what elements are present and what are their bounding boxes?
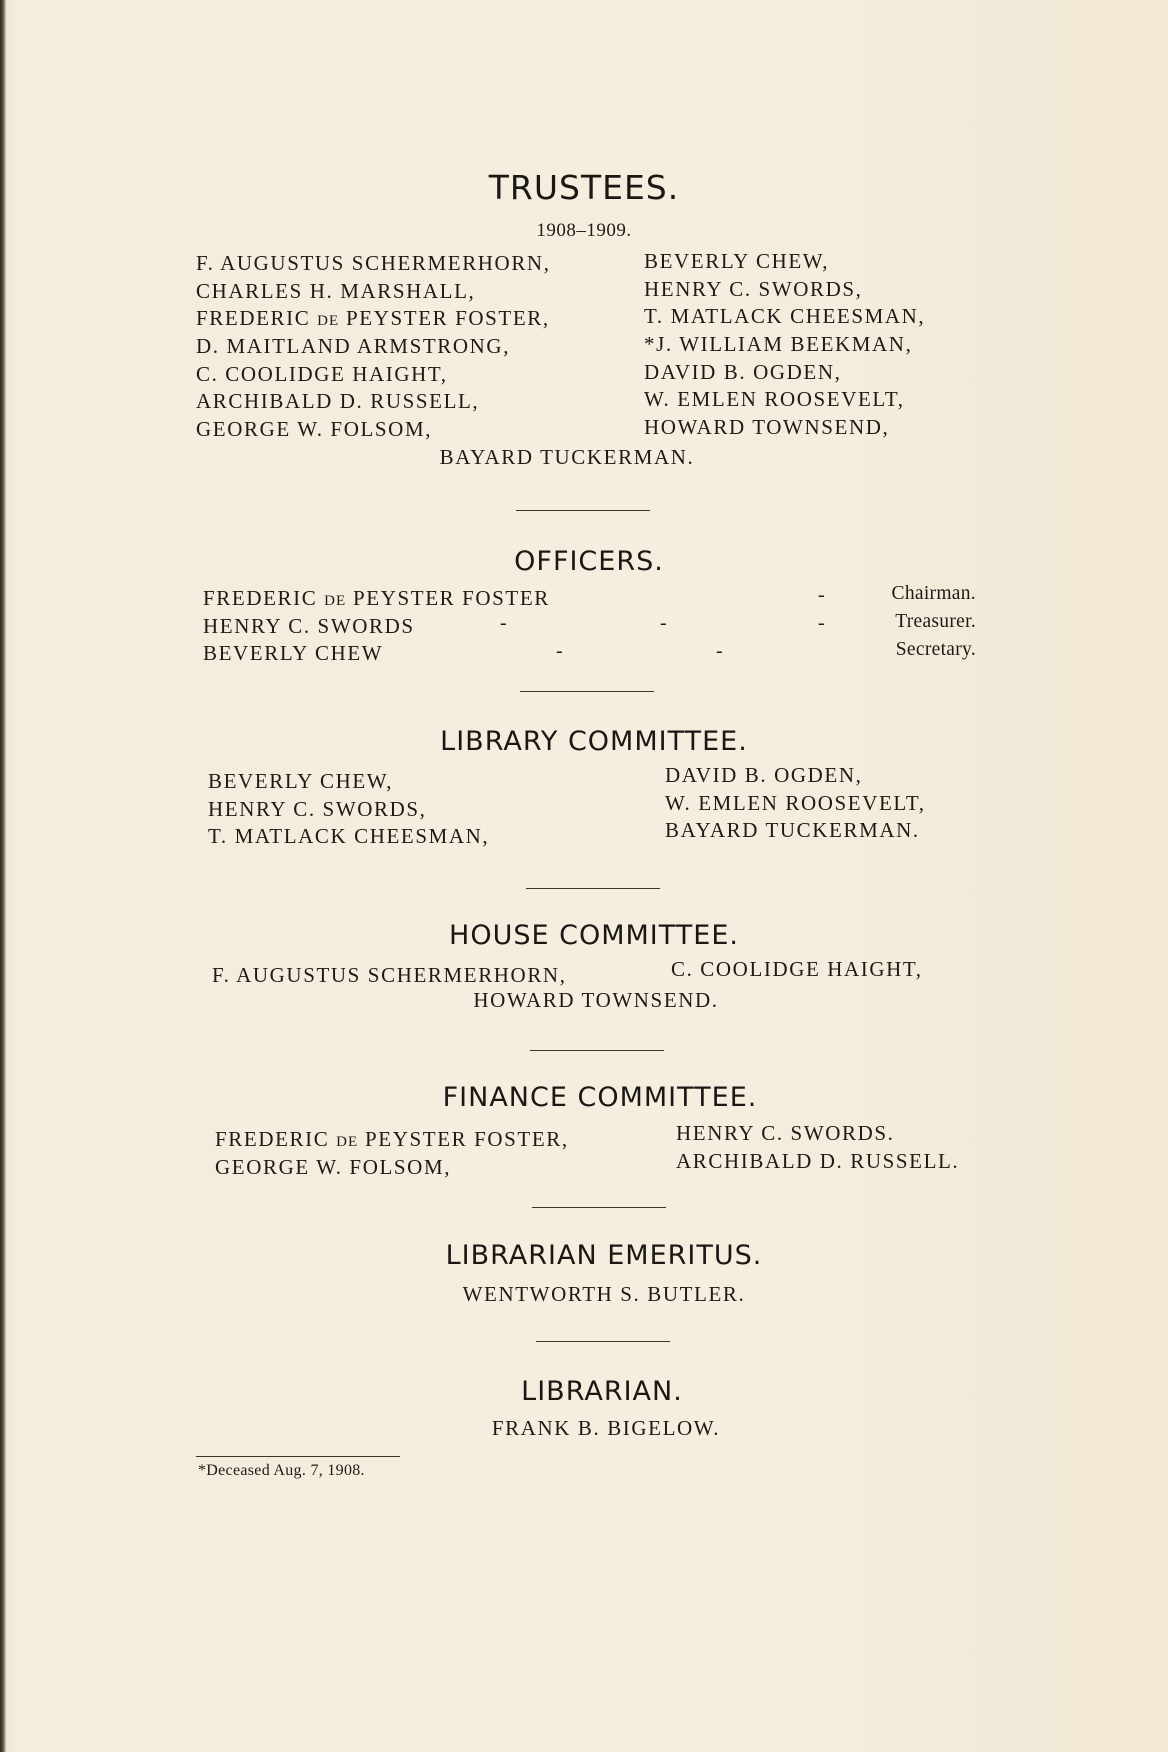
trustee-name: C. COOLIDGE HAIGHT, [196, 361, 448, 386]
section-divider [532, 1207, 666, 1208]
member-name: T. MATLACK CHEESMAN, [208, 824, 490, 849]
member-name: F. AUGUSTUS SCHERMERHORN, [212, 963, 567, 987]
library-committee-heading: LIBRARY COMMITTEE. [440, 726, 748, 757]
trustees-right-column [644, 248, 925, 442]
member-name: HENRY C. SWORDS. [676, 1121, 895, 1145]
member-name: W. EMLEN ROOSEVELT, [665, 790, 926, 815]
trustee-name: W. EMLEN ROOSEVELT, [644, 387, 905, 412]
house-committee-heading: HOUSE COMMITTEE. [449, 920, 739, 951]
section-divider [516, 510, 650, 511]
leader-dash: - [818, 612, 825, 634]
trustee-name: HOWARD TOWNSEND, [644, 415, 890, 440]
leader-dash: - [716, 640, 723, 662]
section-divider [530, 1050, 664, 1051]
section-divider [526, 888, 660, 889]
librarian-emeritus-name: WENTWORTH S. BUTLER. [462, 1282, 746, 1306]
trustee-name: *J. WILLIAM BEEKMAN, [644, 332, 913, 357]
trustee-name: HENRY C. SWORDS, [644, 276, 863, 301]
officers-heading: OFFICERS. [514, 546, 664, 577]
trustee-name: D. MAITLAND ARMSTRONG, [196, 334, 511, 359]
section-divider [536, 1341, 670, 1342]
trustee-name: BEVERLY CHEW, [644, 249, 830, 273]
member-name: HOWARD TOWNSEND. [473, 988, 719, 1012]
trustee-name: GEORGE W. FOLSOM, [196, 417, 433, 442]
officers-names [203, 585, 550, 668]
member-name: HENRY C. SWORDS, [208, 796, 427, 821]
member-name: BEVERLY CHEW, [208, 769, 394, 793]
member-name: FREDERIC DE PEYSTER FOSTER, [215, 1127, 569, 1151]
officer-name: FREDERIC DE PEYSTER FOSTER [203, 586, 550, 610]
finance-committee-right [676, 1120, 959, 1175]
trustee-name: ARCHIBALD D. RUSSELL, [196, 389, 480, 414]
trustee-name: F. AUGUSTUS SCHERMERHORN, [196, 251, 551, 275]
officer-title-secretary: Secretary. [895, 639, 976, 660]
officer-title-treasurer: Treasurer. [895, 611, 976, 632]
trustees-heading: TRUSTEES. [488, 168, 680, 207]
footnote-rule [196, 1456, 400, 1457]
binding-edge [0, 0, 6, 1752]
trustee-name: FREDERIC DE PEYSTER FOSTER, [196, 306, 550, 331]
trustee-name: DAVID B. OGDEN, [644, 359, 842, 384]
footnote: *Deceased Aug. 7, 1908. [198, 1462, 365, 1479]
section-divider [520, 691, 654, 692]
librarian-emeritus-heading: LIBRARIAN EMERITUS. [445, 1240, 763, 1271]
member-name: ARCHIBALD D. RUSSELL. [676, 1148, 960, 1173]
librarian-name: FRANK B. BIGELOW. [491, 1416, 721, 1440]
officer-name: HENRY C. SWORDS [203, 613, 415, 638]
trustees-years: 1908–1909. [536, 220, 632, 241]
librarian-heading: LIBRARIAN. [521, 1376, 683, 1407]
trustee-name: CHARLES H. MARSHALL, [196, 278, 476, 303]
member-name: GEORGE W. FOLSOM, [215, 1154, 452, 1179]
leader-dash: - [818, 584, 825, 606]
finance-committee-left [215, 1126, 569, 1181]
leader-dash: - [556, 640, 563, 662]
trustee-name: T. MATLACK CHEESMAN, [644, 304, 926, 329]
library-committee-right [665, 762, 926, 845]
leader-dash: - [660, 612, 667, 634]
library-committee-left [208, 768, 489, 851]
officer-name: BEVERLY CHEW [203, 641, 384, 666]
member-name: BAYARD TUCKERMAN. [665, 818, 920, 843]
leader-dash: - [500, 612, 507, 634]
finance-committee-heading: FINANCE COMMITTEE. [442, 1082, 758, 1113]
member-name: DAVID B. OGDEN, [665, 763, 863, 787]
trustee-name: BAYARD TUCKERMAN. [439, 445, 695, 469]
officer-title-chairman: Chairman. [891, 583, 976, 604]
member-name: C. COOLIDGE HAIGHT, [671, 957, 923, 981]
trustees-left-column [196, 250, 551, 444]
